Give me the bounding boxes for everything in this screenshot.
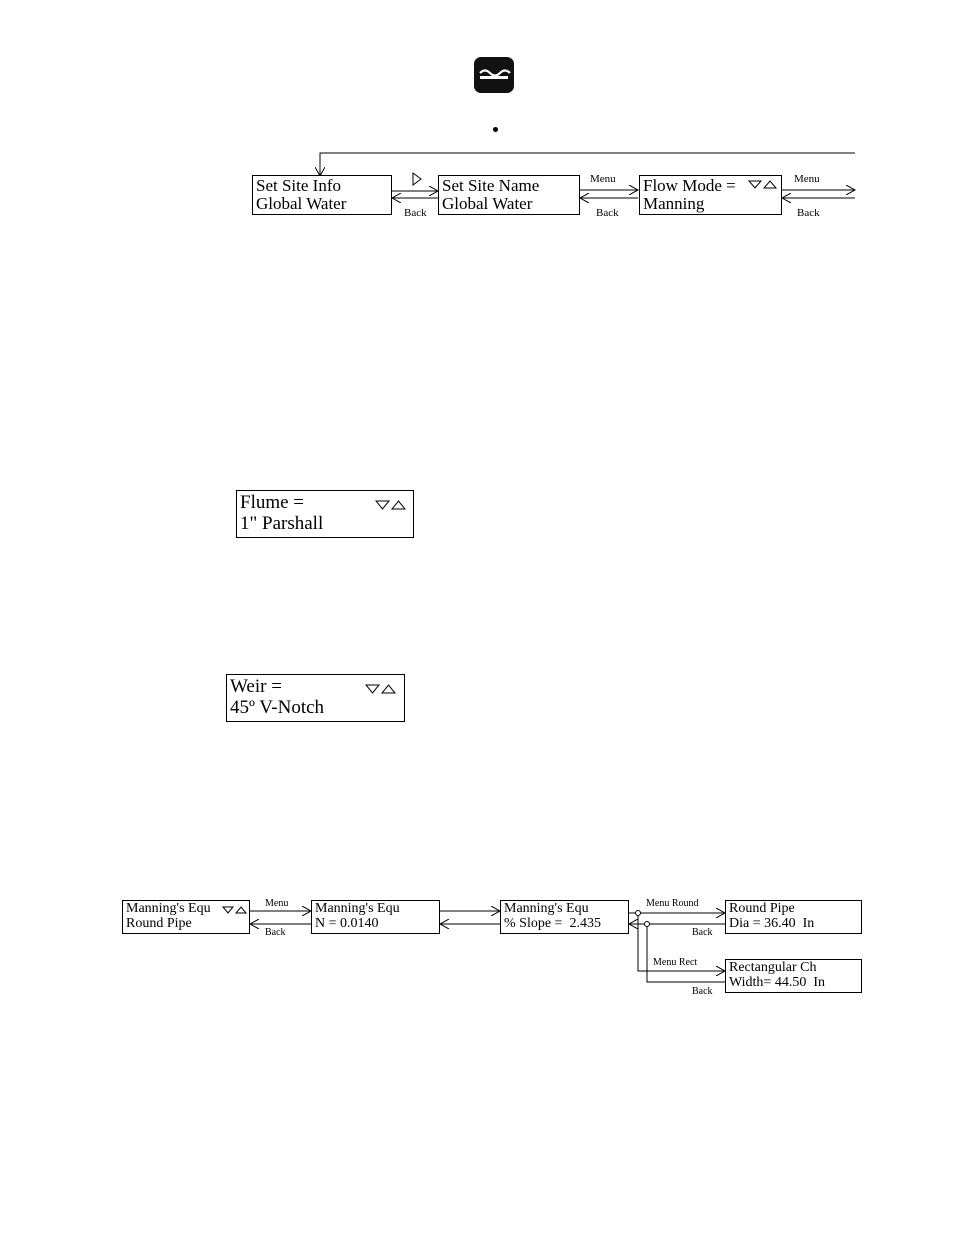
lcd-line-2: 1" Parshall xyxy=(240,513,324,534)
lcd-line-1: Flume = xyxy=(240,492,305,513)
lcd-set-site-name xyxy=(438,175,580,215)
lcd-manning-n xyxy=(311,900,440,934)
lcd-line-2: Width= 44.50 In xyxy=(729,975,825,990)
lcd-line-2: Dia = 36.40 In xyxy=(729,916,815,931)
menu-label: Menu xyxy=(794,173,820,185)
lcd-line-1: Flow Mode = xyxy=(643,176,736,195)
lcd-flow-mode xyxy=(639,175,782,215)
back-label: Back xyxy=(692,986,713,997)
lcd-weir xyxy=(226,674,405,722)
lcd-line-2: Global Water xyxy=(442,194,533,213)
lcd-line-2: Round Pipe xyxy=(126,916,192,931)
lcd-line-1: Round Pipe xyxy=(729,901,795,916)
menu-rect-label: Menu Rect xyxy=(653,957,698,968)
lcd-round-pipe-dia xyxy=(725,900,862,934)
lcd-line-1: Manning's Equ xyxy=(315,901,400,916)
lcd-rect-channel-width xyxy=(725,959,862,993)
down-up-arrows-icon xyxy=(375,500,407,511)
lcd-line-1: Rectangular Ch xyxy=(729,960,817,975)
menu-round-label: Menu Round xyxy=(646,898,699,909)
menu-label: Menu xyxy=(590,173,616,185)
lcd-line-1: Manning's Equ xyxy=(126,901,211,916)
menu-label: Menu xyxy=(265,898,289,909)
down-up-arrows-icon xyxy=(748,180,778,190)
lcd-line-1: Weir = xyxy=(230,676,282,697)
lcd-line-1: Manning's Equ xyxy=(504,901,589,916)
lcd-flume xyxy=(236,490,414,538)
down-up-arrows-icon xyxy=(365,684,397,695)
back-label: Back xyxy=(797,207,820,219)
back-label: Back xyxy=(692,927,713,938)
lcd-line-2: Global Water xyxy=(256,194,347,213)
back-label: Back xyxy=(404,207,427,219)
lcd-line-2: N = 0.0140 xyxy=(315,916,379,931)
down-up-arrows-icon xyxy=(222,906,248,915)
lcd-manning-round-pipe xyxy=(122,900,250,934)
lcd-set-site-info xyxy=(252,175,392,215)
lcd-line-1: Set Site Info xyxy=(256,176,341,195)
lcd-line-2: % Slope = 2.435 xyxy=(504,916,601,931)
lcd-line-2: Manning xyxy=(643,194,705,213)
lcd-manning-slope xyxy=(500,900,629,934)
lcd-line-1: Set Site Name xyxy=(442,176,540,195)
back-label: Back xyxy=(596,207,619,219)
back-label: Back xyxy=(265,927,286,938)
lcd-line-2: 45º V-Notch xyxy=(230,697,325,718)
